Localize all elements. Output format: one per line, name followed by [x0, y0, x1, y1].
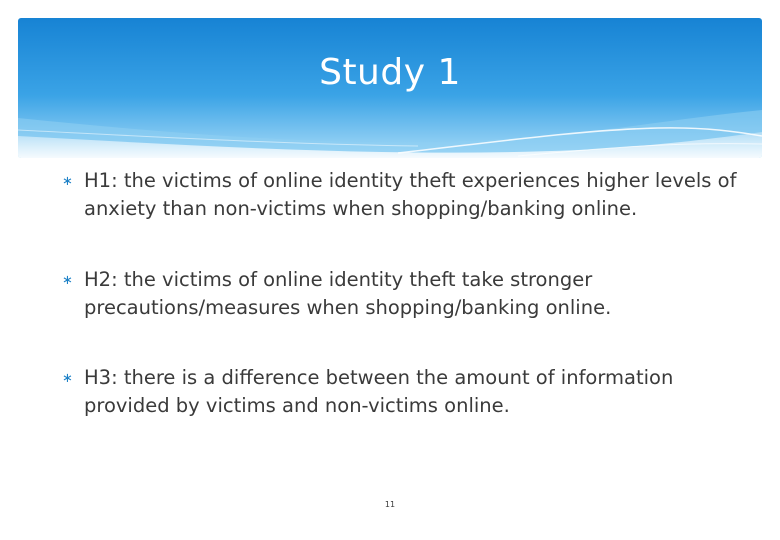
bullet-text: H2: the victims of online identity theft take stronger precautions/measures when shopping/banking online. — [84, 268, 612, 319]
bullet-h3 — [62, 364, 742, 420]
slide-title: Study 1 — [319, 52, 461, 93]
bullet-marker-icon: ∗ — [62, 371, 73, 386]
bullet-h2 — [62, 266, 742, 322]
bullet-h1 — [62, 167, 742, 223]
page-number: 11 — [384, 500, 396, 509]
bullet-marker-icon: ∗ — [62, 174, 73, 189]
bullet-text: H3: there is a difference between the amount of information provided by victims and non-victims online. — [84, 366, 674, 417]
bullet-text: H1: the victims of online identity theft experiences higher levels of anxiety than non-victims when shopping/banking online. — [84, 169, 737, 220]
bullet-marker-icon: ∗ — [62, 273, 73, 288]
